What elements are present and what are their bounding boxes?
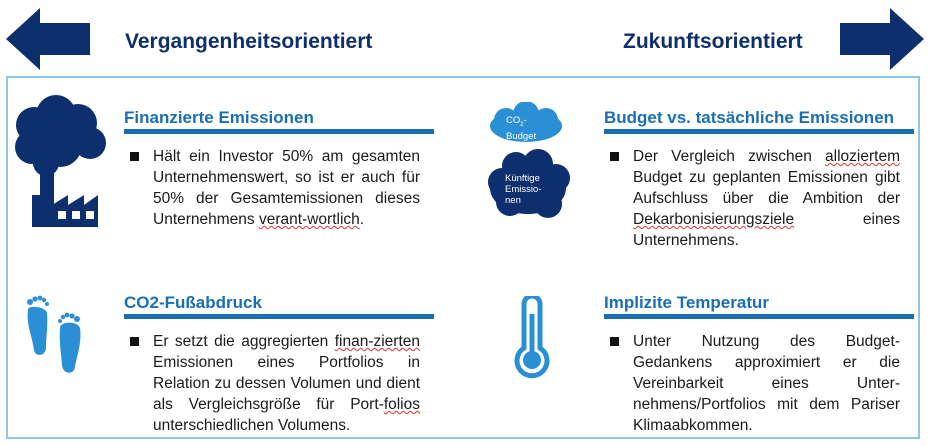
section-rule [124,314,434,319]
left-header-title: Vergangenheitsorientiert [125,30,373,53]
bullet-co2-footprint [130,331,420,436]
bullet-text: Der Vergleich zwischen alloziertem Budget zu geplanten Emissionen gibt Aufschluss über die Ambition der Dekarbonisierungsziele eines Unternehmens. [633,148,900,249]
section-rule [604,314,914,319]
bullet-financed-emissions [130,146,420,230]
cloud-label-future-emissions: Künftige Emissio- nen [505,173,542,206]
bullet-implied-temperature [610,331,900,436]
bullet-text: Hält ein Investor 50% am gesamten Unternehmenswert, so ist er auch für 50% der Gesamtemissionen dieses Unternehmens verant-wortlich. [153,148,420,228]
right-header-title: Zukunftsorientiert [623,30,803,53]
section-title-budget-vs-actual: Budget vs. tatsächliche Emissionen [604,108,895,127]
bullet-marker [610,152,619,161]
left-arrow-icon [6,8,90,70]
section-title-co2-footprint: CO2-Fußabdruck [124,293,262,312]
cloud-label-co2-budget: $CO_2-$ Budget [506,115,537,142]
bullet-marker [130,152,139,161]
thermometer-icon [512,296,552,380]
bullet-text: Er setzt die aggregierten finan-zierten Emissionen eines Portfolios in Relation zu dessen Volumen und dient als Vergleichsgröße für Port-folios unterschiedlichen Volumens. [153,333,420,434]
section-title-implied-temperature: Implizite Temperatur [604,293,769,312]
section-rule [124,129,434,134]
footprints-icon [22,295,88,377]
bullet-budget-vs-actual [610,146,900,251]
section-title-financed-emissions: Finanzierte Emissionen [124,108,314,127]
bullet-marker [130,337,139,346]
factory-icon [12,95,108,245]
bullet-text: Unter Nutzung des Budget-Gedankens approximiert er die Vereinbarkeit eines Unter-nehmens/Portfolios mit dem Pariser Klimaabkommen. [633,333,900,434]
section-rule [604,129,914,134]
right-arrow-icon [840,8,924,70]
bullet-marker [610,337,619,346]
